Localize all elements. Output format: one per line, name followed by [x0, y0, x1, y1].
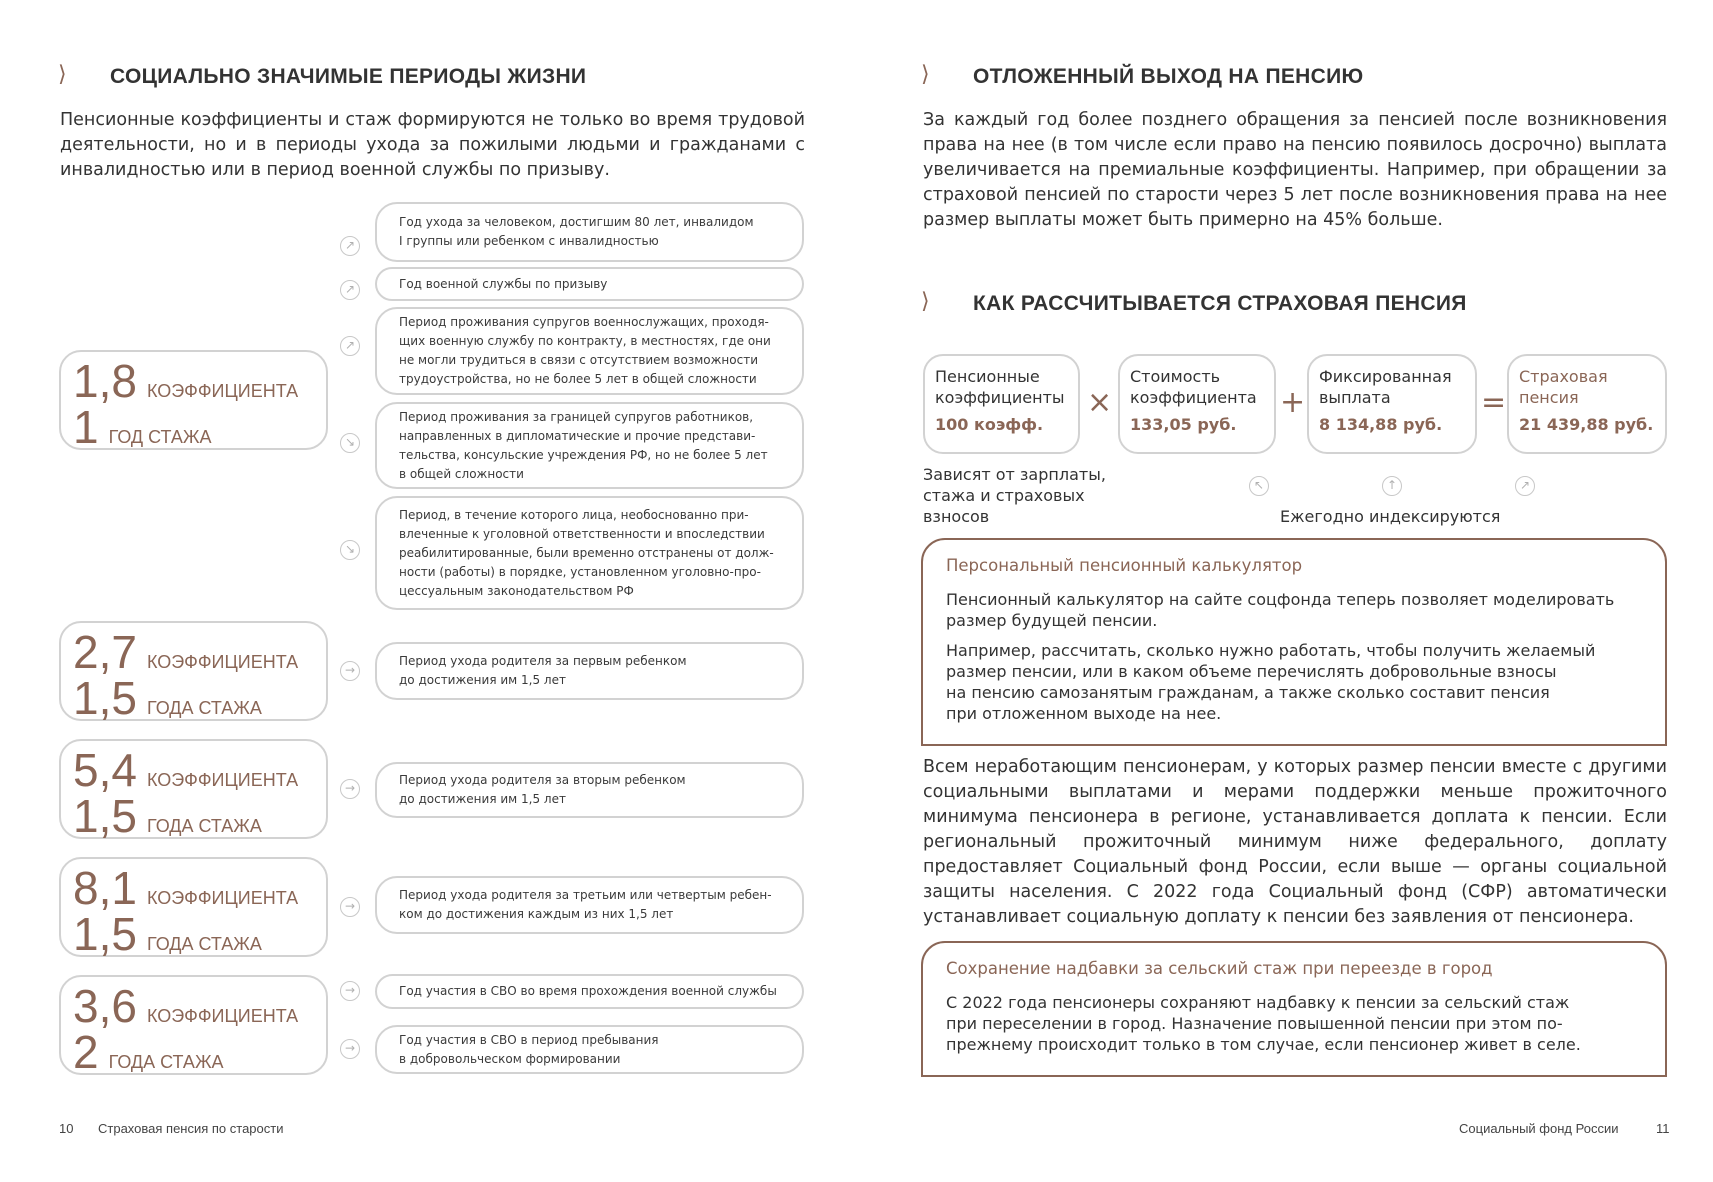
calculator-card-text2: Например, рассчитать, сколько нужно работать, чтобы получить желаемый размер пенсии, или в каком объеме перечислять добровольные взносы на пенсию самозанятым гражданам, а также сколько составит пенсия при отложенном выходе на нее. — [946, 641, 1596, 723]
coef-box-4 — [59, 857, 328, 960]
years-value: 1,5 — [73, 790, 137, 842]
rural-bonus-card-title: Сохранение надбавки за сельский стаж при переезде в город — [946, 959, 1493, 978]
period-text: Год участия в СВО во время прохождения военной службы — [399, 984, 777, 998]
period-pill — [375, 267, 804, 301]
period-pill — [375, 307, 804, 395]
formula-value: 100 коэфф. — [935, 415, 1044, 434]
formula-value: 21 439,88 руб. — [1519, 415, 1654, 434]
period-text: Период проживания супругов военнослужащих, проходя- щих военную службу по контракту, в местностях, где они не могли трудиться в связи с отсутствием возможности трудоустройства, но не более 5 лет в общей сложности — [399, 315, 771, 386]
section-title-deferred: ОТЛОЖЕННЫЙ ВЫХОД НА ПЕНСИЮ — [973, 65, 1364, 88]
calculator-card-title: Персональный пенсионный калькулятор — [946, 556, 1303, 575]
period-text: Период проживания за границей супругов работников, направленных в дипломатические и прочие представи- тельства, консульские учреждения РФ, но не более 5 лет в общей сложности — [399, 409, 768, 481]
period-text: Период ухода родителя за первым ребенком до достижения им 1,5 лет — [399, 654, 687, 687]
years-label: ГОДА СТАЖА — [146, 816, 262, 836]
coef-label: КОЭФФИЦИЕНТА — [146, 888, 299, 908]
section-title-calculation: КАК РАССЧИТЫВАЕТСЯ СТРАХОВАЯ ПЕНСИЯ — [973, 292, 1467, 315]
formula-coef-cost — [1118, 354, 1276, 454]
period-text: Период ухода родителя за вторым ребенком до достижения им 1,5 лет — [399, 773, 686, 806]
arrow-up-right-icon: ↗ — [340, 236, 360, 256]
formula-result — [1507, 354, 1667, 454]
period-pill — [375, 1025, 804, 1074]
years-label: ГОДА СТАЖА — [146, 934, 262, 954]
years-value: 2 — [73, 1026, 99, 1078]
period-pill — [375, 974, 804, 1009]
equals-sign: = — [1481, 385, 1507, 420]
deferred-paragraph: За каждый год более позднего обращения за пенсией после возникновения права на нее (в том числе если право на пенсию появилось досрочно) выплата увеличивается на премиальные коэффициенты. Например, при обращении за страховой пенсией по старости через 5 лет после возникновения права на нее размер выплаты может быть примерно на 45% больше. — [923, 110, 1667, 230]
arrow-right-icon: → — [340, 661, 360, 681]
arrow-up-right-icon: ↗ — [340, 280, 360, 300]
rural-bonus-card-text: С 2022 года пенсионеры сохраняют надбавку к пенсии за сельский стаж при переселении в город. Назначение повышенной пенсии при этом по- прежнему происходит только в том случае, если пенсионер живет в селе. — [946, 993, 1581, 1054]
arrow-down-right-icon: ↘ — [340, 433, 360, 453]
period-text: Год ухода за человеком, достигшим 80 лет, инвалидом I группы или ребенком с инвалидностью — [399, 215, 754, 248]
coef-box-5 — [59, 975, 328, 1078]
footer-right: Социальный фонд России — [1459, 1121, 1619, 1136]
years-value: 1,5 — [73, 908, 137, 960]
formula-label: Пенсионные коэффициенты — [935, 367, 1065, 407]
coef-label: КОЭФФИЦИЕНТА — [146, 770, 299, 790]
chevron-right-icon: ⟩ — [921, 289, 930, 314]
coef-label: КОЭФФИЦИЕНТА — [146, 381, 299, 401]
formula-value: 133,05 руб. — [1130, 415, 1237, 434]
years-value: 1,5 — [73, 672, 137, 724]
calculator-card-text1: Пенсионный калькулятор на сайте соцфонда теперь позволяет моделировать размер будущей пенсии. — [946, 590, 1615, 630]
period-pill — [375, 762, 804, 818]
formula-label: Фиксированная выплата — [1319, 367, 1452, 407]
page-number-left: 10 — [59, 1121, 74, 1136]
coef-label: КОЭФФИЦИЕНТА — [146, 652, 299, 672]
coef-value: 1,8 — [73, 355, 137, 407]
period-pill — [375, 402, 804, 489]
section-title-social-periods: СОЦИАЛЬНО ЗНАЧИМЫЕ ПЕРИОДЫ ЖИЗНИ — [110, 65, 587, 88]
arrow-up-icon: ↑ — [1382, 476, 1402, 496]
period-pill — [375, 202, 804, 262]
years-label: ГОДА СТАЖА — [146, 698, 262, 718]
coef-box-2 — [59, 621, 328, 724]
period-text: Год участия в СВО в период пребывания в добровольческом формировании — [399, 1032, 659, 1066]
period-pill — [375, 876, 804, 934]
chevron-right-icon: ⟩ — [58, 62, 67, 87]
period-pill — [375, 642, 804, 700]
chevron-right-icon: ⟩ — [921, 62, 930, 87]
period-pill — [375, 496, 804, 610]
arrow-right-icon: ↗ — [340, 336, 360, 356]
page-number-right: 11 — [1656, 1121, 1670, 1136]
coef-box-1 — [59, 350, 328, 453]
coef-value: 8,1 — [73, 862, 137, 914]
formula-label: Стоимость коэффициента — [1130, 367, 1257, 407]
formula-coefficients — [923, 354, 1080, 454]
arrow-up-right-icon: ↗ — [1515, 476, 1535, 496]
coef-value: 5,4 — [73, 744, 137, 796]
note-depends: Зависят от зарплаты, стажа и страховых взносов — [923, 465, 1106, 526]
arrow-down-right-icon: ↘ — [340, 540, 360, 560]
arrow-right-icon: → — [340, 779, 360, 799]
coef-box-3 — [59, 739, 328, 842]
coef-value: 2,7 — [73, 626, 137, 678]
footer-left: Страховая пенсия по старости — [98, 1121, 284, 1136]
arrow-up-left-icon: ↖ — [1249, 476, 1269, 496]
formula-fixed-payment — [1307, 354, 1477, 454]
formula-value: 8 134,88 руб. — [1319, 415, 1443, 434]
plus-sign: + — [1280, 385, 1306, 420]
years-value: 1 — [73, 401, 99, 453]
multiply-sign: × — [1087, 385, 1113, 420]
coef-label: КОЭФФИЦИЕНТА — [146, 1006, 299, 1026]
arrow-right-icon: → — [340, 981, 360, 1001]
intro-paragraph: Пенсионные коэффициенты и стаж формируются не только во время трудовой деятельности, но и в периоды ухода за пожилыми людьми и гражданами с инвалидностью или в период военной службы по призыву. — [60, 110, 805, 180]
period-text: Год военной службы по призыву — [399, 276, 608, 291]
years-label: ГОД СТАЖА — [108, 427, 212, 447]
period-text: Период ухода родителя за третьим или четвертым ребен- ком до достижения каждым из них 1,5 лет — [399, 888, 772, 921]
supplement-paragraph: Всем неработающим пенсионерам, у которых размер пенсии вместе с другими социальными выплатами и мерами поддержки меньше прожиточного минимума пенсионера в регионе, устанавливается доплата к пенсии. Если региональный прожиточный минимум ниже федерального, доплату предоставляет Социальный фонд России, если выше — органы социальной защиты населения. С 2022 года Социальный фонд (СФР) автоматически устанавливает социальную доплату к пенсии без заявления от пенсионера. — [923, 757, 1667, 927]
coef-value: 3,6 — [73, 980, 137, 1032]
formula-label: Страховая пенсия — [1519, 367, 1608, 407]
period-text: Период, в течение которого лица, необоснованно при- влеченные к уголовной ответственности и впоследствии реабилитированные, были временно отстранены от долж- ности (работы) в порядке, установленном уголовно-про- цессуальным законодательством РФ — [399, 507, 774, 598]
arrow-right-icon: → — [340, 1039, 360, 1059]
note-indexed: Ежегодно индексируются — [1280, 507, 1501, 526]
years-label: ГОДА СТАЖА — [108, 1052, 224, 1072]
arrow-right-icon: → — [340, 897, 360, 917]
